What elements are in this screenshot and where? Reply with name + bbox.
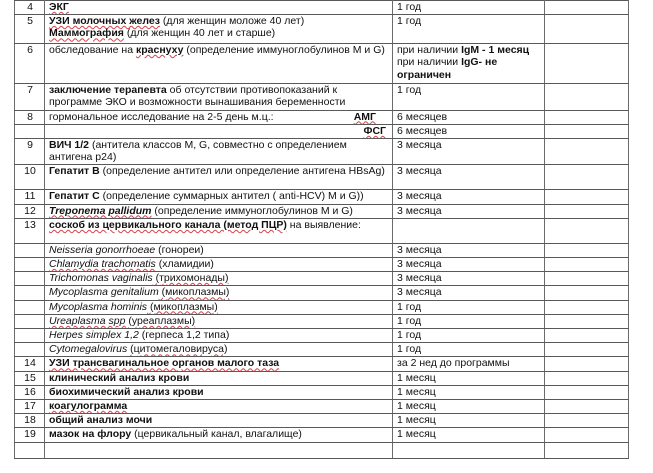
row-name xyxy=(45,286,393,300)
row-term: 1 год xyxy=(393,300,545,314)
name-plain: обследование на xyxy=(49,44,136,57)
examination-checklist-table xyxy=(14,0,629,459)
row-number xyxy=(15,258,45,272)
pathogen-latin-name: Mycoplasma genitalium xyxy=(49,286,159,299)
table-row xyxy=(15,1,629,15)
table-row xyxy=(15,428,629,442)
name-rest: (цитомегаловируса) xyxy=(127,343,228,356)
row-term: 3 месяца xyxy=(393,272,545,286)
table-row xyxy=(15,84,629,110)
name-bold: ВИЧ 1/2 xyxy=(49,139,90,152)
row-number: 13 xyxy=(15,218,45,243)
table-row xyxy=(15,329,629,343)
row-blank xyxy=(545,190,629,204)
row-blank xyxy=(545,15,629,44)
name-rest: (микоплазмы) xyxy=(158,286,230,299)
pathogen-latin-name: Chlamydia trachomatis xyxy=(49,258,156,271)
pathogen-latin-name: Trichomonas vaginalis xyxy=(49,272,153,285)
table-row xyxy=(15,286,629,300)
row-blank xyxy=(545,218,629,243)
name-rest: (определение иммуноглобулинов M и G) xyxy=(183,44,385,57)
hormone-label-amg: АМГ xyxy=(353,110,376,123)
row-blank xyxy=(545,204,629,218)
name-plain: гормональное исследование на 2-5 день м.ц.: xyxy=(49,110,274,123)
name-bold: мазок на флору xyxy=(49,428,132,441)
row-number xyxy=(15,272,45,286)
row-term: 1 год xyxy=(393,15,545,44)
name-rest: (определение суммарных антител ( anti-HCV) M и G)) xyxy=(99,190,364,203)
row-term: 1 год xyxy=(393,84,545,110)
table-row xyxy=(15,15,629,44)
name-rest: об отсутствии противопоказаний к программе ЭКО и возможности вынашивания беременности xyxy=(49,84,346,109)
table-row xyxy=(15,165,629,190)
row-number: 18 xyxy=(15,414,45,428)
row-term: 1 месяц xyxy=(393,414,545,428)
row-number: 4 xyxy=(15,1,45,15)
name-bold: коагулограмма xyxy=(49,400,128,413)
row-number: 15 xyxy=(15,371,45,385)
row-term: 1 месяц xyxy=(393,428,545,442)
row-name xyxy=(45,139,393,165)
row-name xyxy=(45,110,393,124)
row-blank xyxy=(545,428,629,442)
term-line1-plain: при наличии xyxy=(397,44,462,57)
name-bold: УЗИ трансвагинальное органов малого таза xyxy=(49,357,280,370)
row-name xyxy=(45,1,393,15)
row-number: 8 xyxy=(15,110,45,124)
row-blank xyxy=(545,243,629,257)
row-number xyxy=(15,286,45,300)
name-bold: биохимический анализ крови xyxy=(49,385,204,398)
row-name xyxy=(45,400,393,414)
row-term: 1 год xyxy=(393,329,545,343)
row-blank xyxy=(545,124,629,138)
row-term: 1 год xyxy=(393,314,545,328)
term-line2-bold: IgG- не ограничен xyxy=(397,56,498,81)
row-blank xyxy=(545,329,629,343)
row-term: 6 месяцев xyxy=(393,110,545,124)
name-rest-2: (для женщин 40 лет и старше) xyxy=(123,27,276,40)
name-rest: (герпеса 1,2 типа) xyxy=(138,329,230,342)
name-rest: (цервикальный канал, влагалище) xyxy=(131,428,302,441)
row-blank xyxy=(545,272,629,286)
row-number xyxy=(15,243,45,257)
row-blank xyxy=(545,139,629,165)
row-name xyxy=(45,243,393,257)
row-blank xyxy=(545,442,629,458)
row-name xyxy=(45,218,393,243)
row-term xyxy=(393,442,545,458)
table-row xyxy=(15,314,629,328)
term-line2-plain: при наличии xyxy=(397,56,462,69)
row-number: 11 xyxy=(15,190,45,204)
row-number: 10 xyxy=(15,165,45,190)
name-bold: Гепатит В xyxy=(49,165,100,178)
table-row xyxy=(15,371,629,385)
name-bold: заключение терапевта xyxy=(49,84,167,97)
row-blank xyxy=(545,258,629,272)
row-name xyxy=(45,44,393,84)
name-bold: краснуху xyxy=(135,44,184,57)
row-number: 19 xyxy=(15,428,45,442)
name-bold: соскоб из цервикального канала (метод ПЦР) xyxy=(49,218,287,231)
row-blank xyxy=(545,343,629,357)
table-row xyxy=(15,258,629,272)
name-rest: (гонореи) xyxy=(155,243,204,256)
name-rest: на выявление: xyxy=(286,218,361,231)
row-number xyxy=(15,300,45,314)
name-bold: клинический анализ крови xyxy=(49,371,190,384)
row-name xyxy=(45,165,393,190)
row-blank xyxy=(545,44,629,84)
name-rest: (определение антител или определение антигена HBsAg) xyxy=(99,165,385,178)
row-number: 14 xyxy=(15,357,45,371)
name-bold: УЗИ молочных желез xyxy=(49,15,160,28)
table-row xyxy=(15,385,629,399)
row-blank xyxy=(545,84,629,110)
row-blank xyxy=(545,385,629,399)
row-name xyxy=(45,272,393,286)
row-term: 3 месяца xyxy=(393,204,545,218)
name-rest: (трихомонады) xyxy=(152,272,229,285)
row-term: 3 месяца xyxy=(393,165,545,190)
row-name xyxy=(45,190,393,204)
row-name xyxy=(45,414,393,428)
name-bold-2: Маммография xyxy=(49,27,124,40)
row-name xyxy=(45,204,393,218)
row-name xyxy=(45,329,393,343)
pathogen-latin-name: Ureaplasma spp xyxy=(49,314,126,327)
name-bold: ЭКГ xyxy=(49,1,69,13)
row-number: 16 xyxy=(15,385,45,399)
row-name xyxy=(45,385,393,399)
name-rest: (определение иммуноглобулинов M и G) xyxy=(151,204,353,217)
row-name xyxy=(45,300,393,314)
name-rest: (для женщин моложе 40 лет) xyxy=(159,15,305,28)
row-number: 17 xyxy=(15,400,45,414)
table-row xyxy=(15,139,629,165)
row-number xyxy=(15,442,45,458)
term-line1-bold: IgM - 1 месяц xyxy=(461,44,530,57)
row-term: 3 месяца xyxy=(393,139,545,165)
name-rest: (уреаплазмы) xyxy=(125,314,196,327)
row-name xyxy=(45,15,393,44)
row-term: 1 год xyxy=(393,1,545,15)
row-term: 3 месяца xyxy=(393,190,545,204)
table-body xyxy=(15,1,629,459)
table-row-empty xyxy=(15,442,629,458)
row-number: 12 xyxy=(15,204,45,218)
row-blank xyxy=(545,400,629,414)
row-name xyxy=(45,258,393,272)
pathogen-latin-name: Neisseria gonorrhoeae xyxy=(49,243,156,256)
row-number xyxy=(15,124,45,138)
row-term: 3 месяца xyxy=(393,286,545,300)
row-term: 1 месяц xyxy=(393,385,545,399)
row-name xyxy=(45,428,393,442)
row-blank xyxy=(545,357,629,371)
table-row xyxy=(15,190,629,204)
row-blank xyxy=(545,300,629,314)
table-row xyxy=(15,300,629,314)
row-blank xyxy=(545,314,629,328)
name-bold: Гепатит С xyxy=(49,190,100,203)
row-blank xyxy=(545,1,629,15)
row-term: 1 месяц xyxy=(393,400,545,414)
row-name xyxy=(45,124,393,138)
table-row xyxy=(15,343,629,357)
row-blank xyxy=(545,286,629,300)
row-number: 7 xyxy=(15,84,45,110)
row-term xyxy=(393,218,545,243)
table-row xyxy=(15,204,629,218)
hormone-label-fsg: ФСГ xyxy=(363,124,386,137)
row-name xyxy=(45,442,393,458)
row-name xyxy=(45,314,393,328)
name-rest: (хламидии) xyxy=(155,258,214,271)
table-row xyxy=(15,414,629,428)
row-name xyxy=(45,371,393,385)
table-row xyxy=(15,218,629,243)
name-bold: общий анализ мочи xyxy=(49,414,153,427)
row-term xyxy=(393,44,545,84)
row-blank xyxy=(545,110,629,124)
pathogen-latin-name: Cytomegalovirus xyxy=(49,343,128,356)
table-row xyxy=(15,124,629,138)
table-row xyxy=(15,44,629,84)
row-blank xyxy=(545,165,629,190)
name-rest: (микоплазмы) xyxy=(147,300,218,313)
row-term: 1 год xyxy=(393,343,545,357)
table-row xyxy=(15,243,629,257)
row-blank xyxy=(545,371,629,385)
row-number xyxy=(15,329,45,343)
row-number xyxy=(15,343,45,357)
row-name xyxy=(45,343,393,357)
row-term: 3 месяца xyxy=(393,243,545,257)
table-row xyxy=(15,400,629,414)
row-number xyxy=(15,314,45,328)
name-bold-italic: Treponema pallidum xyxy=(49,204,152,217)
table-row xyxy=(15,272,629,286)
pathogen-latin-name: Mycoplasma hominis xyxy=(49,300,148,313)
row-term: 6 месяцев xyxy=(393,124,545,138)
row-number: 6 xyxy=(15,44,45,84)
row-blank xyxy=(545,414,629,428)
row-term: 3 месяца xyxy=(393,258,545,272)
row-name xyxy=(45,357,393,371)
name-rest: (антитела классов M, G, совместно с определением антигена р24) xyxy=(49,139,347,164)
row-number: 9 xyxy=(15,139,45,165)
row-term: за 2 нед до программы xyxy=(393,357,545,371)
row-term: 1 месяц xyxy=(393,371,545,385)
row-number: 5 xyxy=(15,15,45,44)
pathogen-latin-name: Herpes simplex 1,2 xyxy=(49,329,139,342)
table-row xyxy=(15,357,629,371)
row-name xyxy=(45,84,393,110)
table-row xyxy=(15,110,629,124)
